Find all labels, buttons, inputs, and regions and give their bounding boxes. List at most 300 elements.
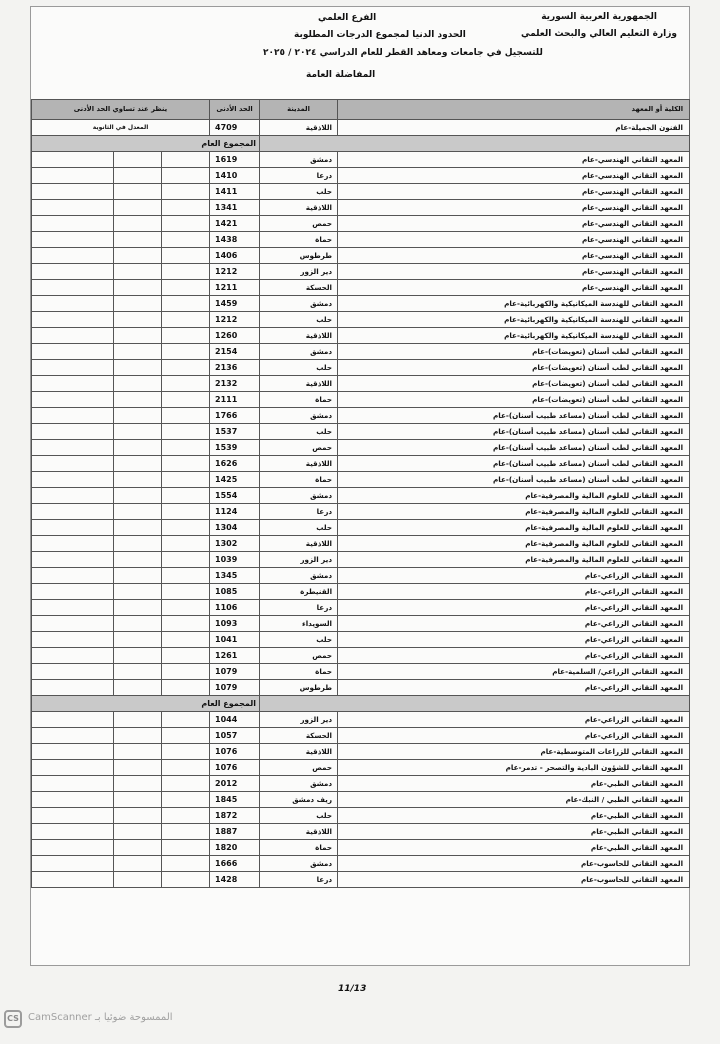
section-band-row [32, 696, 690, 712]
band-label: المجموع العام [32, 136, 260, 152]
empty-cell [162, 664, 210, 680]
min-score-cell: 1425 [210, 472, 260, 488]
empty-cell [162, 472, 210, 488]
city-cell: حلب [260, 360, 338, 376]
empty-cell [162, 584, 210, 600]
column-header-min-score: الحد الأدنى [210, 100, 260, 120]
institution-cell: المعهد التقاني الهندسي-عام [338, 232, 690, 248]
purpose-line: للتسجيل في جامعات ومعاهد القطر للعام الدراسي ٢٠٢٤ / ٢٠٢٥ [263, 48, 543, 58]
empty-cell [32, 152, 114, 168]
empty-cell [114, 392, 162, 408]
institution-cell: المعهد التقاني للهندسة الميكانيكية والكهربائية-عام [338, 328, 690, 344]
city-cell: حلب [260, 184, 338, 200]
min-score-cell: 2132 [210, 376, 260, 392]
empty-cell [162, 872, 210, 888]
empty-cell [114, 440, 162, 456]
table-row [32, 296, 690, 312]
band-fill [260, 136, 690, 152]
document-page [30, 6, 690, 966]
table-row [32, 168, 690, 184]
empty-cell [32, 392, 114, 408]
table-row [32, 776, 690, 792]
empty-cell [114, 840, 162, 856]
min-score-cell: 2012 [210, 776, 260, 792]
institution-cell: المعهد التقاني الزراعي-عام [338, 648, 690, 664]
empty-cell [162, 200, 210, 216]
scores-table [31, 99, 690, 888]
city-cell: حماة [260, 664, 338, 680]
table-row [32, 536, 690, 552]
empty-cell [162, 840, 210, 856]
institution-cell: المعهد التقاني الزراعي-عام [338, 568, 690, 584]
empty-cell [162, 616, 210, 632]
empty-cell [32, 856, 114, 872]
table-row [32, 232, 690, 248]
city-cell: القنيطرة [260, 584, 338, 600]
city-cell: دمشق [260, 296, 338, 312]
empty-cell [32, 536, 114, 552]
empty-cell [114, 808, 162, 824]
city-cell: دمشق [260, 856, 338, 872]
city-cell: حلب [260, 424, 338, 440]
empty-cell [32, 792, 114, 808]
empty-cell [114, 504, 162, 520]
empty-cell [32, 264, 114, 280]
empty-cell [114, 296, 162, 312]
table-row [32, 392, 690, 408]
city-cell: حمص [260, 440, 338, 456]
table-row [32, 648, 690, 664]
institution-cell: الفنون الجميلة-عام [338, 120, 690, 136]
empty-cell [162, 152, 210, 168]
table-row [32, 248, 690, 264]
empty-cell [114, 200, 162, 216]
page-number: 11/13 [338, 984, 367, 994]
empty-cell [32, 504, 114, 520]
city-cell: طرطوس [260, 248, 338, 264]
empty-cell [114, 456, 162, 472]
institution-cell: المعهد التقاني لطب أسنان (مساعد طبيب أسنان)-عام [338, 472, 690, 488]
min-score-cell: 2154 [210, 344, 260, 360]
empty-cell [162, 648, 210, 664]
institution-cell: المعهد التقاني للزراعات المتوسطية-عام [338, 744, 690, 760]
empty-cell [114, 648, 162, 664]
city-cell: دمشق [260, 344, 338, 360]
institution-cell: المعهد التقاني للعلوم المالية والمصرفية-عام [338, 488, 690, 504]
min-score-cell: 1041 [210, 632, 260, 648]
empty-cell [162, 744, 210, 760]
note-cell: المعدل في الثانوية [32, 120, 210, 136]
empty-cell [32, 776, 114, 792]
institution-cell: المعهد التقاني لطب أسنان (تعويضات)-عام [338, 344, 690, 360]
table-row [32, 408, 690, 424]
empty-cell [32, 456, 114, 472]
table-row [32, 216, 690, 232]
empty-cell [162, 568, 210, 584]
empty-cell [114, 744, 162, 760]
min-score-cell: 1079 [210, 680, 260, 696]
empty-cell [32, 280, 114, 296]
branch-title: الفرع العلمي [318, 13, 377, 23]
empty-cell [32, 376, 114, 392]
institution-cell: المعهد التقاني لطب أسنان (مساعد طبيب أسنان)-عام [338, 456, 690, 472]
empty-cell [162, 456, 210, 472]
city-cell: درعا [260, 600, 338, 616]
empty-cell [162, 296, 210, 312]
table-row [32, 440, 690, 456]
empty-cell [114, 728, 162, 744]
city-cell: اللاذقية [260, 536, 338, 552]
institution-cell: المعهد التقاني الزراعي-عام [338, 616, 690, 632]
section-band-row [32, 136, 690, 152]
institution-cell: المعهد التقاني لطب أسنان (تعويضات)-عام [338, 360, 690, 376]
min-score-cell: 1406 [210, 248, 260, 264]
empty-cell [162, 632, 210, 648]
min-score-cell: 1421 [210, 216, 260, 232]
institution-cell: المعهد التقاني للهندسة الميكانيكية والكهربائية-عام [338, 296, 690, 312]
city-cell: الحسكة [260, 728, 338, 744]
empty-cell [32, 248, 114, 264]
empty-cell [32, 472, 114, 488]
min-score-cell: 1554 [210, 488, 260, 504]
city-cell: حماة [260, 472, 338, 488]
column-header-note: ينظر عند تساوي الحد الأدنى [32, 100, 210, 120]
min-score-cell: 1459 [210, 296, 260, 312]
empty-cell [162, 280, 210, 296]
empty-cell [162, 712, 210, 728]
empty-cell [162, 600, 210, 616]
table-row [32, 504, 690, 520]
institution-cell: المعهد التقاني الهندسي-عام [338, 200, 690, 216]
city-cell: حمص [260, 216, 338, 232]
empty-cell [114, 264, 162, 280]
min-score-cell: 1345 [210, 568, 260, 584]
institution-cell: المعهد التقاني للحاسوب-عام [338, 872, 690, 888]
institution-cell: المعهد التقاني للعلوم المالية والمصرفية-عام [338, 552, 690, 568]
empty-cell [32, 200, 114, 216]
min-score-cell: 1766 [210, 408, 260, 424]
table-row [32, 680, 690, 696]
empty-cell [114, 216, 162, 232]
empty-cell [114, 376, 162, 392]
empty-cell [32, 648, 114, 664]
table-row [32, 568, 690, 584]
table-row [32, 152, 690, 168]
empty-cell [162, 776, 210, 792]
min-score-cell: 1261 [210, 648, 260, 664]
empty-cell [32, 680, 114, 696]
city-cell: اللاذقية [260, 824, 338, 840]
table-row [32, 552, 690, 568]
city-cell: اللاذقية [260, 328, 338, 344]
city-cell: دمشق [260, 776, 338, 792]
table-row [32, 872, 690, 888]
empty-cell [162, 856, 210, 872]
empty-cell [114, 824, 162, 840]
empty-cell [32, 488, 114, 504]
empty-cell [32, 440, 114, 456]
scanner-watermark [4, 1010, 254, 1030]
institution-cell: المعهد التقاني لطب أسنان (مساعد طبيب أسنان)-عام [338, 408, 690, 424]
table-row [32, 760, 690, 776]
institution-cell: المعهد التقاني للعلوم المالية والمصرفية-عام [338, 520, 690, 536]
table-row [32, 184, 690, 200]
institution-cell: المعهد التقاني الهندسي-عام [338, 184, 690, 200]
city-cell: ريف دمشق [260, 792, 338, 808]
institution-cell: المعهد التقاني الطبي-عام [338, 840, 690, 856]
empty-cell [114, 792, 162, 808]
empty-cell [114, 168, 162, 184]
table-row [32, 808, 690, 824]
empty-cell [32, 184, 114, 200]
city-cell: حمص [260, 760, 338, 776]
city-cell: حلب [260, 632, 338, 648]
empty-cell [162, 392, 210, 408]
table-row [32, 600, 690, 616]
table-row [32, 520, 690, 536]
min-score-cell: 1212 [210, 312, 260, 328]
empty-cell [162, 376, 210, 392]
ministry-name: وزارة التعليم العالي والبحث العلمي [520, 29, 677, 39]
table-row [32, 312, 690, 328]
empty-cell [32, 552, 114, 568]
empty-cell [162, 184, 210, 200]
country-name: الجمهورية العربية السورية [541, 12, 657, 22]
city-cell: حمص [260, 648, 338, 664]
table-row [32, 472, 690, 488]
empty-cell [162, 440, 210, 456]
min-score-cell: 1537 [210, 424, 260, 440]
empty-cell [162, 232, 210, 248]
empty-cell [114, 328, 162, 344]
institution-cell: المعهد التقاني الزراعي-عام [338, 632, 690, 648]
empty-cell [114, 568, 162, 584]
institution-cell: المعهد التقاني للشؤون البادية والتصحر - تدمر-عام [338, 760, 690, 776]
empty-cell [32, 872, 114, 888]
institution-cell: المعهد التقاني الهندسي-عام [338, 168, 690, 184]
city-cell: دير الزور [260, 264, 338, 280]
institution-cell: المعهد التقاني الطبي-عام [338, 808, 690, 824]
empty-cell [162, 168, 210, 184]
empty-cell [32, 824, 114, 840]
institution-cell: المعهد التقاني الهندسي-عام [338, 216, 690, 232]
table-row [32, 280, 690, 296]
city-cell: طرطوس [260, 680, 338, 696]
institution-cell: المعهد التقاني الزراعي-عام [338, 680, 690, 696]
empty-cell [162, 264, 210, 280]
empty-cell [162, 424, 210, 440]
city-cell: اللاذقية [260, 120, 338, 136]
min-score-cell: 1872 [210, 808, 260, 824]
camscanner-logo: CS [4, 1010, 22, 1028]
empty-cell [114, 776, 162, 792]
empty-cell [114, 616, 162, 632]
empty-cell [162, 328, 210, 344]
min-score-cell: 1079 [210, 664, 260, 680]
city-cell: اللاذقية [260, 376, 338, 392]
empty-cell [162, 504, 210, 520]
table-row [32, 584, 690, 600]
min-score-cell: 1211 [210, 280, 260, 296]
min-score-cell: 1887 [210, 824, 260, 840]
institution-cell: المعهد التقاني الزراعي-عام [338, 600, 690, 616]
empty-cell [114, 344, 162, 360]
empty-cell [32, 600, 114, 616]
table-row [32, 376, 690, 392]
empty-cell [162, 360, 210, 376]
min-score-cell: 1106 [210, 600, 260, 616]
city-cell: حماة [260, 232, 338, 248]
table-row [32, 616, 690, 632]
institution-cell: المعهد التقاني الهندسي-عام [338, 248, 690, 264]
city-cell: درعا [260, 872, 338, 888]
min-score-cell: 1626 [210, 456, 260, 472]
table-row [32, 488, 690, 504]
empty-cell [114, 584, 162, 600]
empty-cell [114, 760, 162, 776]
institution-cell: المعهد التقاني الزراعي/ السلمية-عام [338, 664, 690, 680]
min-score-cell: 1212 [210, 264, 260, 280]
min-score-cell: 1302 [210, 536, 260, 552]
empty-cell [114, 248, 162, 264]
city-cell: درعا [260, 168, 338, 184]
city-cell: حماة [260, 840, 338, 856]
table-row [32, 664, 690, 680]
scanner-text: الممسوحة ضوئيا بـ CamScanner [28, 1012, 173, 1023]
empty-cell [114, 600, 162, 616]
empty-cell [32, 344, 114, 360]
table-row [32, 728, 690, 744]
table-row [32, 344, 690, 360]
table-row [32, 792, 690, 808]
empty-cell [32, 728, 114, 744]
empty-cell [114, 632, 162, 648]
empty-cell [32, 760, 114, 776]
min-score-cell: 1666 [210, 856, 260, 872]
city-cell: دمشق [260, 568, 338, 584]
empty-cell [162, 680, 210, 696]
subtitle: الحدود الدنيا لمجموع الدرجات المطلوبة [294, 30, 466, 40]
column-header-institution: الكلية أو المعهد [338, 100, 690, 120]
table-row [32, 632, 690, 648]
institution-cell: المعهد التقاني الزراعي-عام [338, 728, 690, 744]
empty-cell [162, 520, 210, 536]
city-cell: حماة [260, 392, 338, 408]
empty-cell [114, 360, 162, 376]
empty-cell [114, 184, 162, 200]
min-score-cell: 4709 [210, 120, 260, 136]
empty-cell [32, 712, 114, 728]
min-score-cell: 1085 [210, 584, 260, 600]
min-score-cell: 1820 [210, 840, 260, 856]
empty-cell [32, 744, 114, 760]
institution-cell: المعهد التقاني لطب أسنان (تعويضات)-عام [338, 376, 690, 392]
min-score-cell: 1438 [210, 232, 260, 248]
empty-cell [162, 536, 210, 552]
institution-cell: المعهد التقاني للهندسة الميكانيكية والكهربائية-عام [338, 312, 690, 328]
band-label: المجموع العام [32, 696, 260, 712]
institution-cell: المعهد التقاني الزراعي-عام [338, 712, 690, 728]
empty-cell [162, 728, 210, 744]
empty-cell [114, 424, 162, 440]
table-row [32, 856, 690, 872]
empty-cell [162, 792, 210, 808]
empty-cell [32, 312, 114, 328]
empty-cell [162, 344, 210, 360]
band-fill [260, 696, 690, 712]
min-score-cell: 1093 [210, 616, 260, 632]
city-cell: حلب [260, 808, 338, 824]
empty-cell [32, 520, 114, 536]
city-cell: الحسكة [260, 280, 338, 296]
min-score-cell: 1039 [210, 552, 260, 568]
institution-cell: المعهد التقاني الهندسي-عام [338, 280, 690, 296]
empty-cell [32, 808, 114, 824]
table-row [32, 712, 690, 728]
table-row [32, 424, 690, 440]
city-cell: دمشق [260, 488, 338, 504]
empty-cell [162, 408, 210, 424]
section-title: المفاضلة العامة [306, 70, 376, 80]
table-row [32, 264, 690, 280]
institution-cell: المعهد التقاني الطبي-عام [338, 776, 690, 792]
min-score-cell: 1539 [210, 440, 260, 456]
institution-cell: المعهد التقاني للحاسوب-عام [338, 856, 690, 872]
min-score-cell: 2136 [210, 360, 260, 376]
city-cell: دمشق [260, 152, 338, 168]
empty-cell [114, 232, 162, 248]
empty-cell [114, 152, 162, 168]
empty-cell [32, 616, 114, 632]
institution-cell: المعهد التقاني لطب أسنان (تعويضات)-عام [338, 392, 690, 408]
min-score-cell: 1410 [210, 168, 260, 184]
empty-cell [114, 680, 162, 696]
min-score-cell: 1411 [210, 184, 260, 200]
city-cell: دمشق [260, 408, 338, 424]
empty-cell [162, 488, 210, 504]
empty-cell [32, 232, 114, 248]
column-header-city: المدينة [260, 100, 338, 120]
empty-cell [114, 872, 162, 888]
empty-cell [32, 296, 114, 312]
min-score-cell: 1124 [210, 504, 260, 520]
empty-cell [114, 552, 162, 568]
institution-cell: المعهد التقاني الزراعي-عام [338, 584, 690, 600]
empty-cell [114, 312, 162, 328]
city-cell: اللاذقية [260, 456, 338, 472]
city-cell: اللاذقية [260, 744, 338, 760]
empty-cell [114, 472, 162, 488]
min-score-cell: 1845 [210, 792, 260, 808]
city-cell: السويداء [260, 616, 338, 632]
min-score-cell: 1076 [210, 760, 260, 776]
city-cell: حلب [260, 520, 338, 536]
min-score-cell: 1428 [210, 872, 260, 888]
empty-cell [32, 328, 114, 344]
table-row [32, 328, 690, 344]
min-score-cell: 1044 [210, 712, 260, 728]
empty-cell [32, 360, 114, 376]
table-row [32, 456, 690, 472]
empty-cell [32, 216, 114, 232]
empty-cell [114, 856, 162, 872]
city-cell: حلب [260, 312, 338, 328]
empty-cell [162, 312, 210, 328]
table-row [32, 120, 690, 136]
min-score-cell: 1057 [210, 728, 260, 744]
city-cell: اللاذقية [260, 200, 338, 216]
empty-cell [32, 168, 114, 184]
